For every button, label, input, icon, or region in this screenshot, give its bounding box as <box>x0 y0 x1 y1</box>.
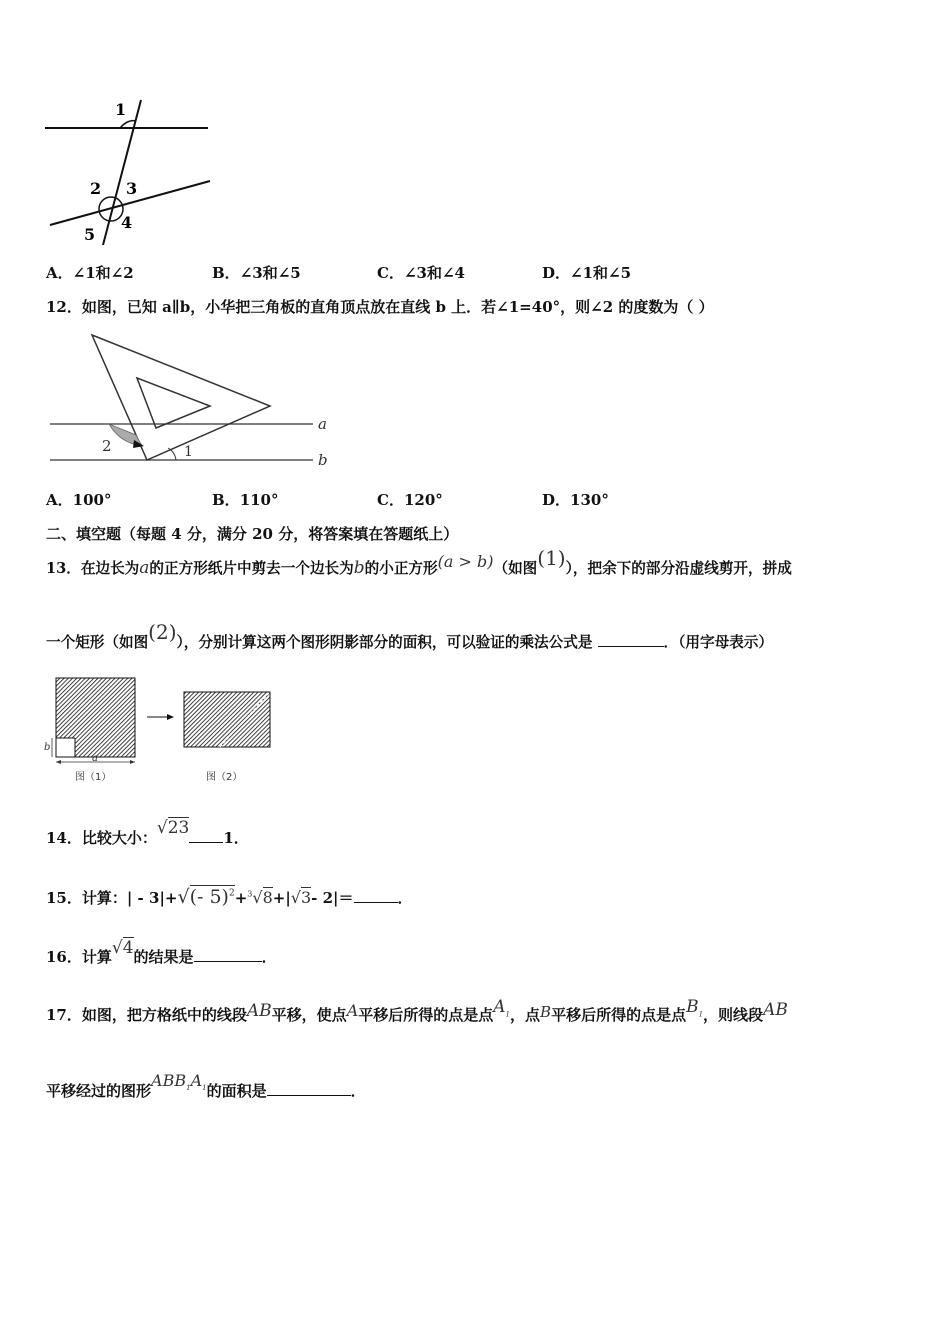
q13-caption-1: 图（1） <box>75 772 112 783</box>
q12-triangle-inner <box>137 378 210 428</box>
q15-sqrt: √(- 5)$^2$ <box>177 886 235 908</box>
q14-sqrt: √23 <box>156 818 190 838</box>
q13-arrow-head <box>167 714 174 720</box>
section2-heading: 二、填空题（每题 4 分，满分 20 分，将答案填在答题纸上） <box>46 525 459 543</box>
q11-label-1: 1 <box>115 100 127 119</box>
q15-sqrt3: √3 <box>290 888 312 907</box>
q12-stem: 12．如图，已知 a∥b，小华把三角板的直角顶点放在直线 b 上．若∠1=40°，则∠2 的度数为（ ） <box>46 298 714 316</box>
q17-line2: 平移经过的图形$ABB_1A_1$的面积是 ． <box>46 1071 366 1100</box>
q11-figure <box>40 95 220 255</box>
q14-line: 14．比较大小：√23 1． <box>46 818 249 847</box>
q13-label-b: b <box>44 742 51 753</box>
q15-cbrt: $^3$√8 <box>247 888 273 907</box>
q13-line1: 13．在边长为a的正方形纸片中剪去一个边长为b的小正方形(a > b)（如图(1)），把余下的部分沿虚线剪开，拼成 <box>46 546 792 578</box>
q13-caption-2: 图（2） <box>206 772 243 783</box>
q11-option-c[interactable]: C．∠3和∠4 <box>377 264 465 282</box>
q17-figure-name: $ABB_1A_1$ <box>151 1071 207 1093</box>
q16-answer-blank[interactable] <box>194 947 262 962</box>
q15-line: 15．计算：| - 3|+√(- 5)$^2$+$^3$√8+|√3- 2|＝ ． <box>46 886 413 908</box>
q11-option-a[interactable]: A．∠1和∠2 <box>46 264 134 282</box>
q13-line2: 一个矩形（如图(2)），分别计算这两个图形阴影部分的面积，可以验证的乘法公式是 ．（用字母表示） <box>46 620 773 651</box>
q13-label-a: a <box>92 753 98 764</box>
q12-option-b[interactable]: B．110° <box>212 491 279 509</box>
q15-answer-blank[interactable] <box>354 888 398 903</box>
q13-answer-blank[interactable] <box>598 632 664 647</box>
q17-line1: 17．如图，把方格纸中的线段AB平移，使点A平移后所得的点是点$A_1$，点B平移后所得的点是点$B_1$，则线段AB <box>46 997 788 1024</box>
q12-label-1: 1 <box>184 444 193 460</box>
q12-figure <box>48 330 338 470</box>
q11-option-d[interactable]: D．∠1和∠5 <box>542 264 632 282</box>
q16-line: 16．计算√4的结果是 ． <box>46 938 277 966</box>
q12-option-a[interactable]: A．100° <box>46 491 112 509</box>
q12-triangle-outer <box>92 335 270 460</box>
q12-label-2: 2 <box>102 437 112 455</box>
q11-label-4: 4 <box>121 213 133 232</box>
q17-point-a1: $A_1$ <box>493 997 511 1019</box>
q11-option-b[interactable]: B．∠3和∠5 <box>212 264 301 282</box>
q17-answer-blank[interactable] <box>267 1081 351 1096</box>
q11-label-3: 3 <box>126 179 138 198</box>
q13-fig1-dim-a-arrow-left <box>56 760 61 764</box>
q12-label-b: b <box>318 451 328 469</box>
q12-label-a: a <box>318 415 327 433</box>
q14-answer-blank[interactable] <box>189 828 223 843</box>
q12-option-c[interactable]: C．120° <box>377 491 443 509</box>
q12-option-d[interactable]: D．130° <box>542 491 609 509</box>
q11-label-2: 2 <box>90 179 102 198</box>
q13-figure <box>40 672 290 787</box>
q16-sqrt: √4 <box>111 938 134 958</box>
q11-label-5: 5 <box>84 225 96 244</box>
q13-fig1-cutout <box>56 738 75 757</box>
q17-point-b1: $B_1$ <box>686 997 704 1019</box>
q13-fig1-dim-a-arrow-right <box>130 760 135 764</box>
